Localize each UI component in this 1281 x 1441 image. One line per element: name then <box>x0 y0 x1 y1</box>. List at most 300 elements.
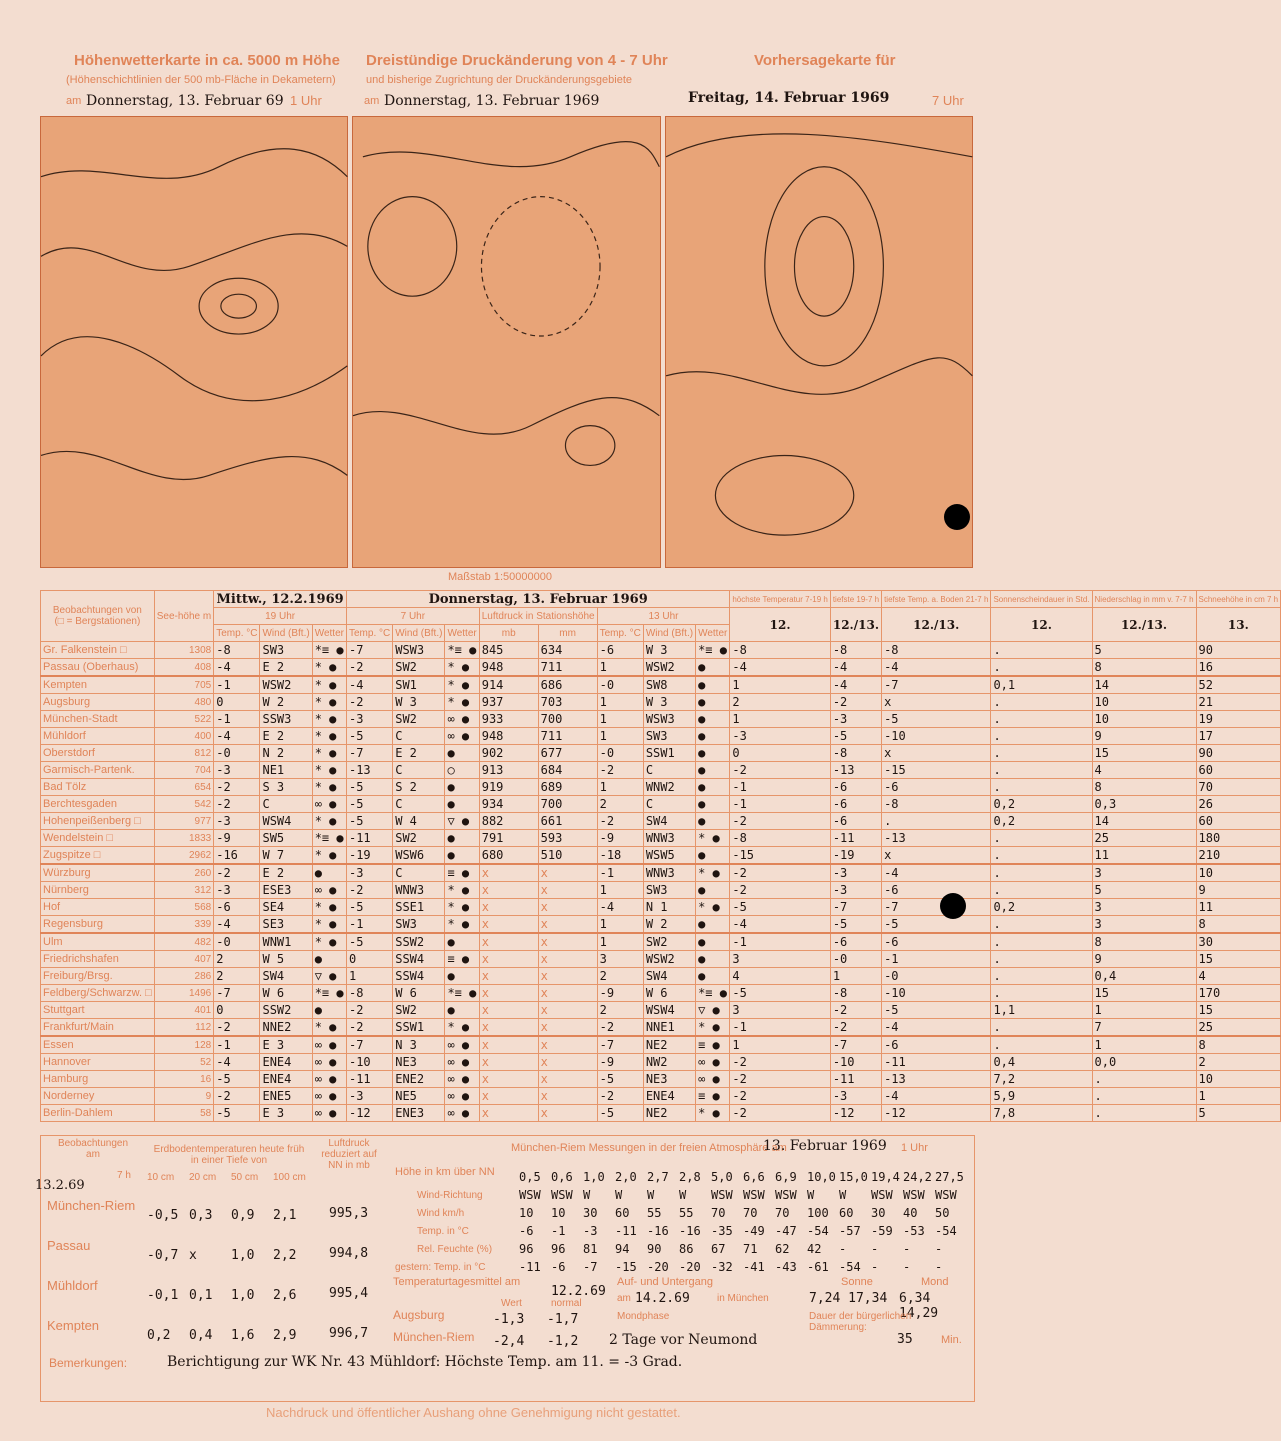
station-name: Bad Tölz <box>41 779 155 796</box>
table-cell: ▽ ● <box>696 1002 730 1019</box>
table-cell: W 6 <box>643 985 695 1002</box>
table-cell: -1 <box>730 779 830 796</box>
table-cell: -2 <box>214 1088 260 1105</box>
table-cell: -2 <box>214 779 260 796</box>
table-cell: 1 <box>597 916 643 934</box>
table-cell: -0 <box>214 745 260 762</box>
table-cell: S 2 <box>393 779 445 796</box>
table-cell: 25 <box>1196 1019 1281 1037</box>
aloft-cell: -1 <box>551 1224 566 1238</box>
map2-prefix: am <box>364 95 380 107</box>
table-cell: 661 <box>538 813 597 830</box>
table-cell: -4 <box>882 659 991 677</box>
table-cell: 2 <box>597 1002 643 1019</box>
table-cell: -5 <box>346 813 392 830</box>
aloft-cell: 71 <box>743 1242 758 1256</box>
obs-head-d3: 12./13. <box>882 608 991 642</box>
table-cell: SW2 <box>393 1002 445 1019</box>
table-cell: W 2 <box>643 916 695 934</box>
aloft-title: München-Riem Messungen in der freien Atmosphäre am <box>511 1142 787 1154</box>
table-cell: 3 <box>597 951 643 968</box>
table-row <box>41 1105 1281 1122</box>
table-cell: -2 <box>346 1002 392 1019</box>
table-cell: N 2 <box>260 745 312 762</box>
table-cell: ● <box>696 813 730 830</box>
remarks-label: Bemerkungen: <box>49 1356 128 1370</box>
observations-table <box>40 590 1281 1122</box>
table-cell: NW2 <box>643 1054 695 1071</box>
table-cell: 60 <box>1196 813 1281 830</box>
table-cell: x <box>538 1002 597 1019</box>
aloft-cell: 70 <box>711 1206 726 1220</box>
table-cell: 711 <box>538 659 597 677</box>
table-cell: 180 <box>1196 830 1281 847</box>
station-height: 1496 <box>154 985 213 1002</box>
table-cell: 10 <box>1092 711 1196 728</box>
table-row <box>41 830 1281 847</box>
table-cell: -18 <box>597 847 643 865</box>
table-cell: -3 <box>214 882 260 899</box>
table-cell: 15 <box>1196 1002 1281 1019</box>
table-cell: 634 <box>538 642 597 659</box>
table-cell: x <box>538 864 597 882</box>
table-cell: -0 <box>597 745 643 762</box>
table-cell: WNW2 <box>643 779 695 796</box>
table-cell: 9 <box>1092 728 1196 745</box>
table-cell: . <box>1092 1105 1196 1122</box>
table-cell: -4 <box>882 864 991 882</box>
table-cell: x <box>538 968 597 985</box>
obs-head-seehoehe: See-höhe m <box>154 591 213 642</box>
aloft-cell: 0,5 <box>519 1170 541 1184</box>
table-cell: 689 <box>538 779 597 796</box>
table-cell: -1 <box>214 676 260 694</box>
table-cell: *≡ ● <box>445 985 479 1002</box>
table-cell: -2 <box>730 1071 830 1088</box>
table-cell: -4 <box>830 676 881 694</box>
remarks-text: Berichtigung zur WK Nr. 43 Mühldorf: Höchste Temp. am 11. = -3 Grad. <box>167 1354 683 1370</box>
table-cell: * ● <box>312 728 346 745</box>
table-cell: *≡ ● <box>445 642 479 659</box>
table-cell: -7 <box>597 1036 643 1054</box>
sun-mondphase: 2 Tage vor Neumond <box>609 1332 758 1348</box>
aloft-cell: -61 <box>807 1260 829 1274</box>
table-cell: * ● <box>312 1019 346 1037</box>
table-cell: 2 <box>214 968 260 985</box>
table-cell: x <box>882 745 991 762</box>
table-cell: -2 <box>214 864 260 882</box>
table-cell: x <box>538 985 597 1002</box>
table-cell: ● <box>696 796 730 813</box>
table-cell: -5 <box>346 796 392 813</box>
table-cell: 845 <box>479 642 538 659</box>
table-cell: ∞ ● <box>445 1088 479 1105</box>
table-row <box>41 694 1281 711</box>
aloft-cell: - <box>903 1242 911 1256</box>
table-cell: 14 <box>1092 813 1196 830</box>
table-cell: SW3 <box>643 728 695 745</box>
aloft-cell: 10 <box>519 1206 534 1220</box>
table-cell: 791 <box>479 830 538 847</box>
table-cell: -12 <box>882 1105 991 1122</box>
bottom-section <box>35 1135 975 1402</box>
table-cell: 1 <box>730 711 830 728</box>
table-cell: -6 <box>830 779 881 796</box>
aloft-cell: -32 <box>711 1260 733 1274</box>
sun-mondphase-label: Mondphase <box>617 1311 670 1322</box>
table-cell: 30 <box>1196 933 1281 951</box>
table-cell: . <box>991 864 1092 882</box>
table-cell: 2 <box>597 796 643 813</box>
tempmittel-station: München-Riem <box>393 1330 475 1344</box>
table-cell: x <box>479 1002 538 1019</box>
table-cell: -9 <box>214 830 260 847</box>
table-cell: . <box>1092 1071 1196 1088</box>
table-cell: x <box>538 933 597 951</box>
table-cell: SSW1 <box>393 1019 445 1037</box>
table-cell: -5 <box>214 1105 260 1122</box>
table-cell: x <box>479 882 538 899</box>
table-cell: NE3 <box>393 1054 445 1071</box>
station-name: Zugspitze □ <box>41 847 155 865</box>
map3-title: Vorhersagekarte für <box>754 52 896 69</box>
table-cell: ● <box>696 916 730 934</box>
soil-pressure: 996,7 <box>329 1326 369 1341</box>
table-cell: -12 <box>346 1105 392 1122</box>
table-cell: -5 <box>882 711 991 728</box>
table-row <box>41 728 1281 745</box>
soil-label: Erdbodentemperaturen heute früh in einer Tiefe von <box>153 1144 305 1166</box>
aloft-cell: - <box>871 1260 879 1274</box>
table-cell: -8 <box>882 642 991 659</box>
table-cell: 0,4 <box>991 1054 1092 1071</box>
table-cell: -4 <box>214 916 260 934</box>
table-cell: E 3 <box>260 1036 312 1054</box>
table-cell: -5 <box>830 728 881 745</box>
station-name: Hannover <box>41 1054 155 1071</box>
obs-head-berg: (□ = Bergstationen) <box>54 616 141 627</box>
table-cell: NNE2 <box>260 1019 312 1037</box>
table-cell: . <box>991 968 1092 985</box>
table-cell: -6 <box>830 813 881 830</box>
table-cell: ∞ ● <box>312 1054 346 1071</box>
table-cell: x <box>538 1071 597 1088</box>
table-cell: 1 <box>597 659 643 677</box>
table-cell: -13 <box>346 762 392 779</box>
table-cell: ∞ ● <box>445 1071 479 1088</box>
table-cell: 919 <box>479 779 538 796</box>
aloft-cell: WSW <box>903 1188 925 1202</box>
station-height: 52 <box>154 1054 213 1071</box>
aloft-cell: WSW <box>935 1188 957 1202</box>
table-cell: ∞ ● <box>696 1071 730 1088</box>
table-cell: ● <box>312 864 346 882</box>
aloft-cell: - <box>871 1242 879 1256</box>
table-cell: 8 <box>1196 916 1281 934</box>
table-cell: ● <box>445 1002 479 1019</box>
station-height: 408 <box>154 659 213 677</box>
table-cell: -2 <box>730 762 830 779</box>
station-name: Feldberg/Schwarzw. □ <box>41 985 155 1002</box>
table-cell: *≡ ● <box>696 642 730 659</box>
table-cell: 0 <box>730 745 830 762</box>
table-cell: ENE2 <box>393 1071 445 1088</box>
table-cell: -5 <box>346 728 392 745</box>
table-cell: 2 <box>214 951 260 968</box>
aloft-cell: 2,0 <box>615 1170 637 1184</box>
table-cell: -2 <box>730 1054 830 1071</box>
soil-value: 0,4 <box>189 1328 213 1343</box>
table-cell: * ● <box>312 762 346 779</box>
table-cell: x <box>479 1105 538 1122</box>
table-cell: 593 <box>538 830 597 847</box>
aloft-row-label: Temp. in °C <box>417 1226 469 1237</box>
table-cell: * ● <box>312 711 346 728</box>
table-cell: 1 <box>597 933 643 951</box>
table-cell: 948 <box>479 659 538 677</box>
table-cell: 5 <box>1092 642 1196 659</box>
station-height: 112 <box>154 1019 213 1037</box>
table-cell: ∞ ● <box>445 711 479 728</box>
table-cell: * ● <box>312 745 346 762</box>
aloft-cell: WSW <box>711 1188 733 1202</box>
station-height: 480 <box>154 694 213 711</box>
table-cell: ∞ ● <box>312 1105 346 1122</box>
aloft-time: 1 Uhr <box>901 1142 928 1154</box>
aloft-cell: 10,0 <box>807 1170 836 1184</box>
table-row <box>41 1054 1281 1071</box>
table-cell: ENE5 <box>260 1088 312 1105</box>
table-cell: W 3 <box>643 694 695 711</box>
table-cell: . <box>991 779 1092 796</box>
table-cell: 8 <box>1092 779 1196 796</box>
table-cell: WNW3 <box>643 830 695 847</box>
table-cell: -7 <box>214 985 260 1002</box>
aloft-cell: -43 <box>775 1260 797 1274</box>
table-cell: -5 <box>830 916 881 934</box>
table-cell: -6 <box>882 1036 991 1054</box>
table-cell: * ● <box>445 676 479 694</box>
table-cell: NE5 <box>393 1088 445 1105</box>
table-cell: -3 <box>830 864 881 882</box>
table-cell: x <box>538 1054 597 1071</box>
table-cell: 1 <box>1092 1036 1196 1054</box>
obs-head-mm: mm <box>538 625 597 642</box>
table-cell: -13 <box>882 830 991 847</box>
table-row <box>41 813 1281 830</box>
table-cell: 7,8 <box>991 1105 1092 1122</box>
table-cell: 8 <box>1196 1036 1281 1054</box>
aloft-cell: 96 <box>551 1242 566 1256</box>
aloft-cell: W <box>679 1188 687 1202</box>
table-cell: WSW4 <box>260 813 312 830</box>
station-name: Hamburg <box>41 1071 155 1088</box>
soil-value: 2,2 <box>273 1248 297 1263</box>
table-cell: -8 <box>346 985 392 1002</box>
aloft-cell: 60 <box>839 1206 854 1220</box>
aloft-cell: WSW <box>871 1188 893 1202</box>
table-cell: SW8 <box>643 676 695 694</box>
soil-title: Beobachtungen am <box>57 1138 129 1160</box>
aloft-date: 13. Februar 1969 <box>763 1138 887 1154</box>
table-cell: SSW3 <box>260 711 312 728</box>
table-cell: ● <box>696 882 730 899</box>
soil-value: 1,0 <box>231 1248 255 1263</box>
table-cell: 7,2 <box>991 1071 1092 1088</box>
table-cell: x <box>538 1105 597 1122</box>
table-cell: NE3 <box>643 1071 695 1088</box>
table-cell: 170 <box>1196 985 1281 1002</box>
table-cell: 8 <box>1092 659 1196 677</box>
table-cell: -3 <box>730 728 830 745</box>
table-cell: . <box>991 882 1092 899</box>
table-row <box>41 847 1281 865</box>
aloft-cell: 24,2 <box>903 1170 932 1184</box>
table-cell: -1 <box>730 1019 830 1037</box>
table-cell: W 2 <box>260 694 312 711</box>
aloft-cell: -7 <box>583 1260 598 1274</box>
forecast-map <box>665 116 973 568</box>
aloft-cell: -3 <box>583 1224 598 1238</box>
table-cell: 1 <box>597 711 643 728</box>
table-cell: . <box>1092 1088 1196 1105</box>
table-cell: WSW5 <box>643 847 695 865</box>
table-cell: ≡ ● <box>445 951 479 968</box>
table-cell: ● <box>696 711 730 728</box>
aloft-cell: WSW <box>551 1188 573 1202</box>
table-cell: ● <box>312 951 346 968</box>
table-cell: ● <box>445 968 479 985</box>
obs-head-7h: 7 Uhr <box>346 608 479 625</box>
table-row <box>41 933 1281 951</box>
table-cell: 0,2 <box>991 899 1092 916</box>
obs-head-wind-19: Wind (Bft.) <box>260 625 312 642</box>
aloft-cell: 70 <box>743 1206 758 1220</box>
table-cell: -1 <box>214 711 260 728</box>
table-row <box>41 916 1281 934</box>
table-cell: 25 <box>1092 830 1196 847</box>
tempmittel-station: Augsburg <box>393 1308 445 1322</box>
table-cell: -2 <box>830 694 881 711</box>
table-cell: 4 <box>1092 762 1196 779</box>
table-cell: 700 <box>538 796 597 813</box>
table-cell: -8 <box>830 985 881 1002</box>
station-height: 2962 <box>154 847 213 865</box>
table-cell: -4 <box>882 1088 991 1105</box>
table-cell: -9 <box>597 830 643 847</box>
table-cell: x <box>479 968 538 985</box>
map1-subtitle: (Höhenschichtlinien der 500 mb-Fläche in Dekametern) <box>66 74 336 86</box>
soil-station: Mühldorf <box>47 1278 98 1293</box>
aloft-cell: 86 <box>679 1242 694 1256</box>
table-cell: 5,9 <box>991 1088 1092 1105</box>
table-row <box>41 659 1281 677</box>
table-cell: WNW3 <box>393 882 445 899</box>
table-cell: x <box>479 1054 538 1071</box>
table-cell: -5 <box>730 985 830 1002</box>
table-cell: 0,0 <box>1092 1054 1196 1071</box>
table-cell: C <box>393 762 445 779</box>
soil-date: 13.2.69 <box>35 1178 85 1193</box>
table-cell: -0 <box>214 933 260 951</box>
obs-head-13h: 13 Uhr <box>597 608 730 625</box>
table-cell: 711 <box>538 728 597 745</box>
table-cell: -7 <box>346 1036 392 1054</box>
table-cell: ● <box>445 745 479 762</box>
table-cell: -7 <box>346 642 392 659</box>
obs-head-mittw: Mittw., 12.2.1969 <box>214 591 347 608</box>
station-height: 542 <box>154 796 213 813</box>
table-cell: x <box>479 899 538 916</box>
table-cell: -5 <box>214 1071 260 1088</box>
table-cell: WSW3 <box>393 642 445 659</box>
aloft-hoehe-label: Höhe in km über NN <box>395 1166 495 1178</box>
station-name: Freiburg/Brsg. <box>41 968 155 985</box>
soil-value: -0,5 <box>147 1208 179 1223</box>
table-cell: 3 <box>1092 916 1196 934</box>
map-scale: Maßstab 1:50000000 <box>448 571 552 583</box>
table-cell: * ● <box>696 1019 730 1037</box>
table-cell: * ● <box>445 659 479 677</box>
station-name: Augsburg <box>41 694 155 711</box>
sun-daemmerung-label: Dauer der bürgerlichen Dämmerung: <box>809 1311 912 1333</box>
table-cell: . <box>991 728 1092 745</box>
table-cell: -5 <box>597 1071 643 1088</box>
table-cell: 90 <box>1196 745 1281 762</box>
table-cell: x <box>882 847 991 865</box>
table-cell: S 3 <box>260 779 312 796</box>
station-height: 58 <box>154 1105 213 1122</box>
table-cell: 686 <box>538 676 597 694</box>
weather-maps <box>40 116 973 568</box>
aloft-cell: -6 <box>519 1224 534 1238</box>
table-cell: -1 <box>730 933 830 951</box>
table-cell: WSW6 <box>393 847 445 865</box>
map2-subtitle: und bisherige Zugrichtung der Druckänderungsgebiete <box>366 74 633 86</box>
table-cell: ENE4 <box>643 1088 695 1105</box>
soil-value: 2,9 <box>273 1328 297 1343</box>
table-cell: ≡ ● <box>445 864 479 882</box>
table-cell: -3 <box>346 1088 392 1105</box>
table-row <box>41 951 1281 968</box>
table-cell: 1 <box>1092 1002 1196 1019</box>
table-cell: ○ <box>445 762 479 779</box>
table-cell: . <box>991 642 1092 659</box>
map1-prefix: am <box>66 95 82 107</box>
aloft-row-label: Rel. Feuchte (%) <box>417 1244 493 1255</box>
station-height: 482 <box>154 933 213 951</box>
table-row <box>41 711 1281 728</box>
table-cell: 9 <box>1196 882 1281 899</box>
table-cell: -2 <box>214 1019 260 1037</box>
station-name: Garmisch-Partenk. <box>41 762 155 779</box>
soil-depth: 50 cm <box>231 1172 259 1183</box>
station-height: 522 <box>154 711 213 728</box>
sun-label: Auf- und Untergang <box>617 1276 714 1288</box>
table-cell: *≡ ● <box>312 985 346 1002</box>
table-row <box>41 1088 1281 1105</box>
table-cell: 15 <box>1196 951 1281 968</box>
station-name: Stuttgart <box>41 1002 155 1019</box>
table-cell: -6 <box>597 642 643 659</box>
obs-head-niederschlag: Niederschlag in mm v. 7-7 h <box>1092 591 1196 608</box>
table-cell: -4 <box>214 728 260 745</box>
aloft-cell: - <box>903 1260 911 1274</box>
soil-station: Kempten <box>47 1318 100 1333</box>
table-cell: ● <box>445 847 479 865</box>
table-cell: *≡ ● <box>312 830 346 847</box>
soil-value: 0,2 <box>147 1328 171 1343</box>
